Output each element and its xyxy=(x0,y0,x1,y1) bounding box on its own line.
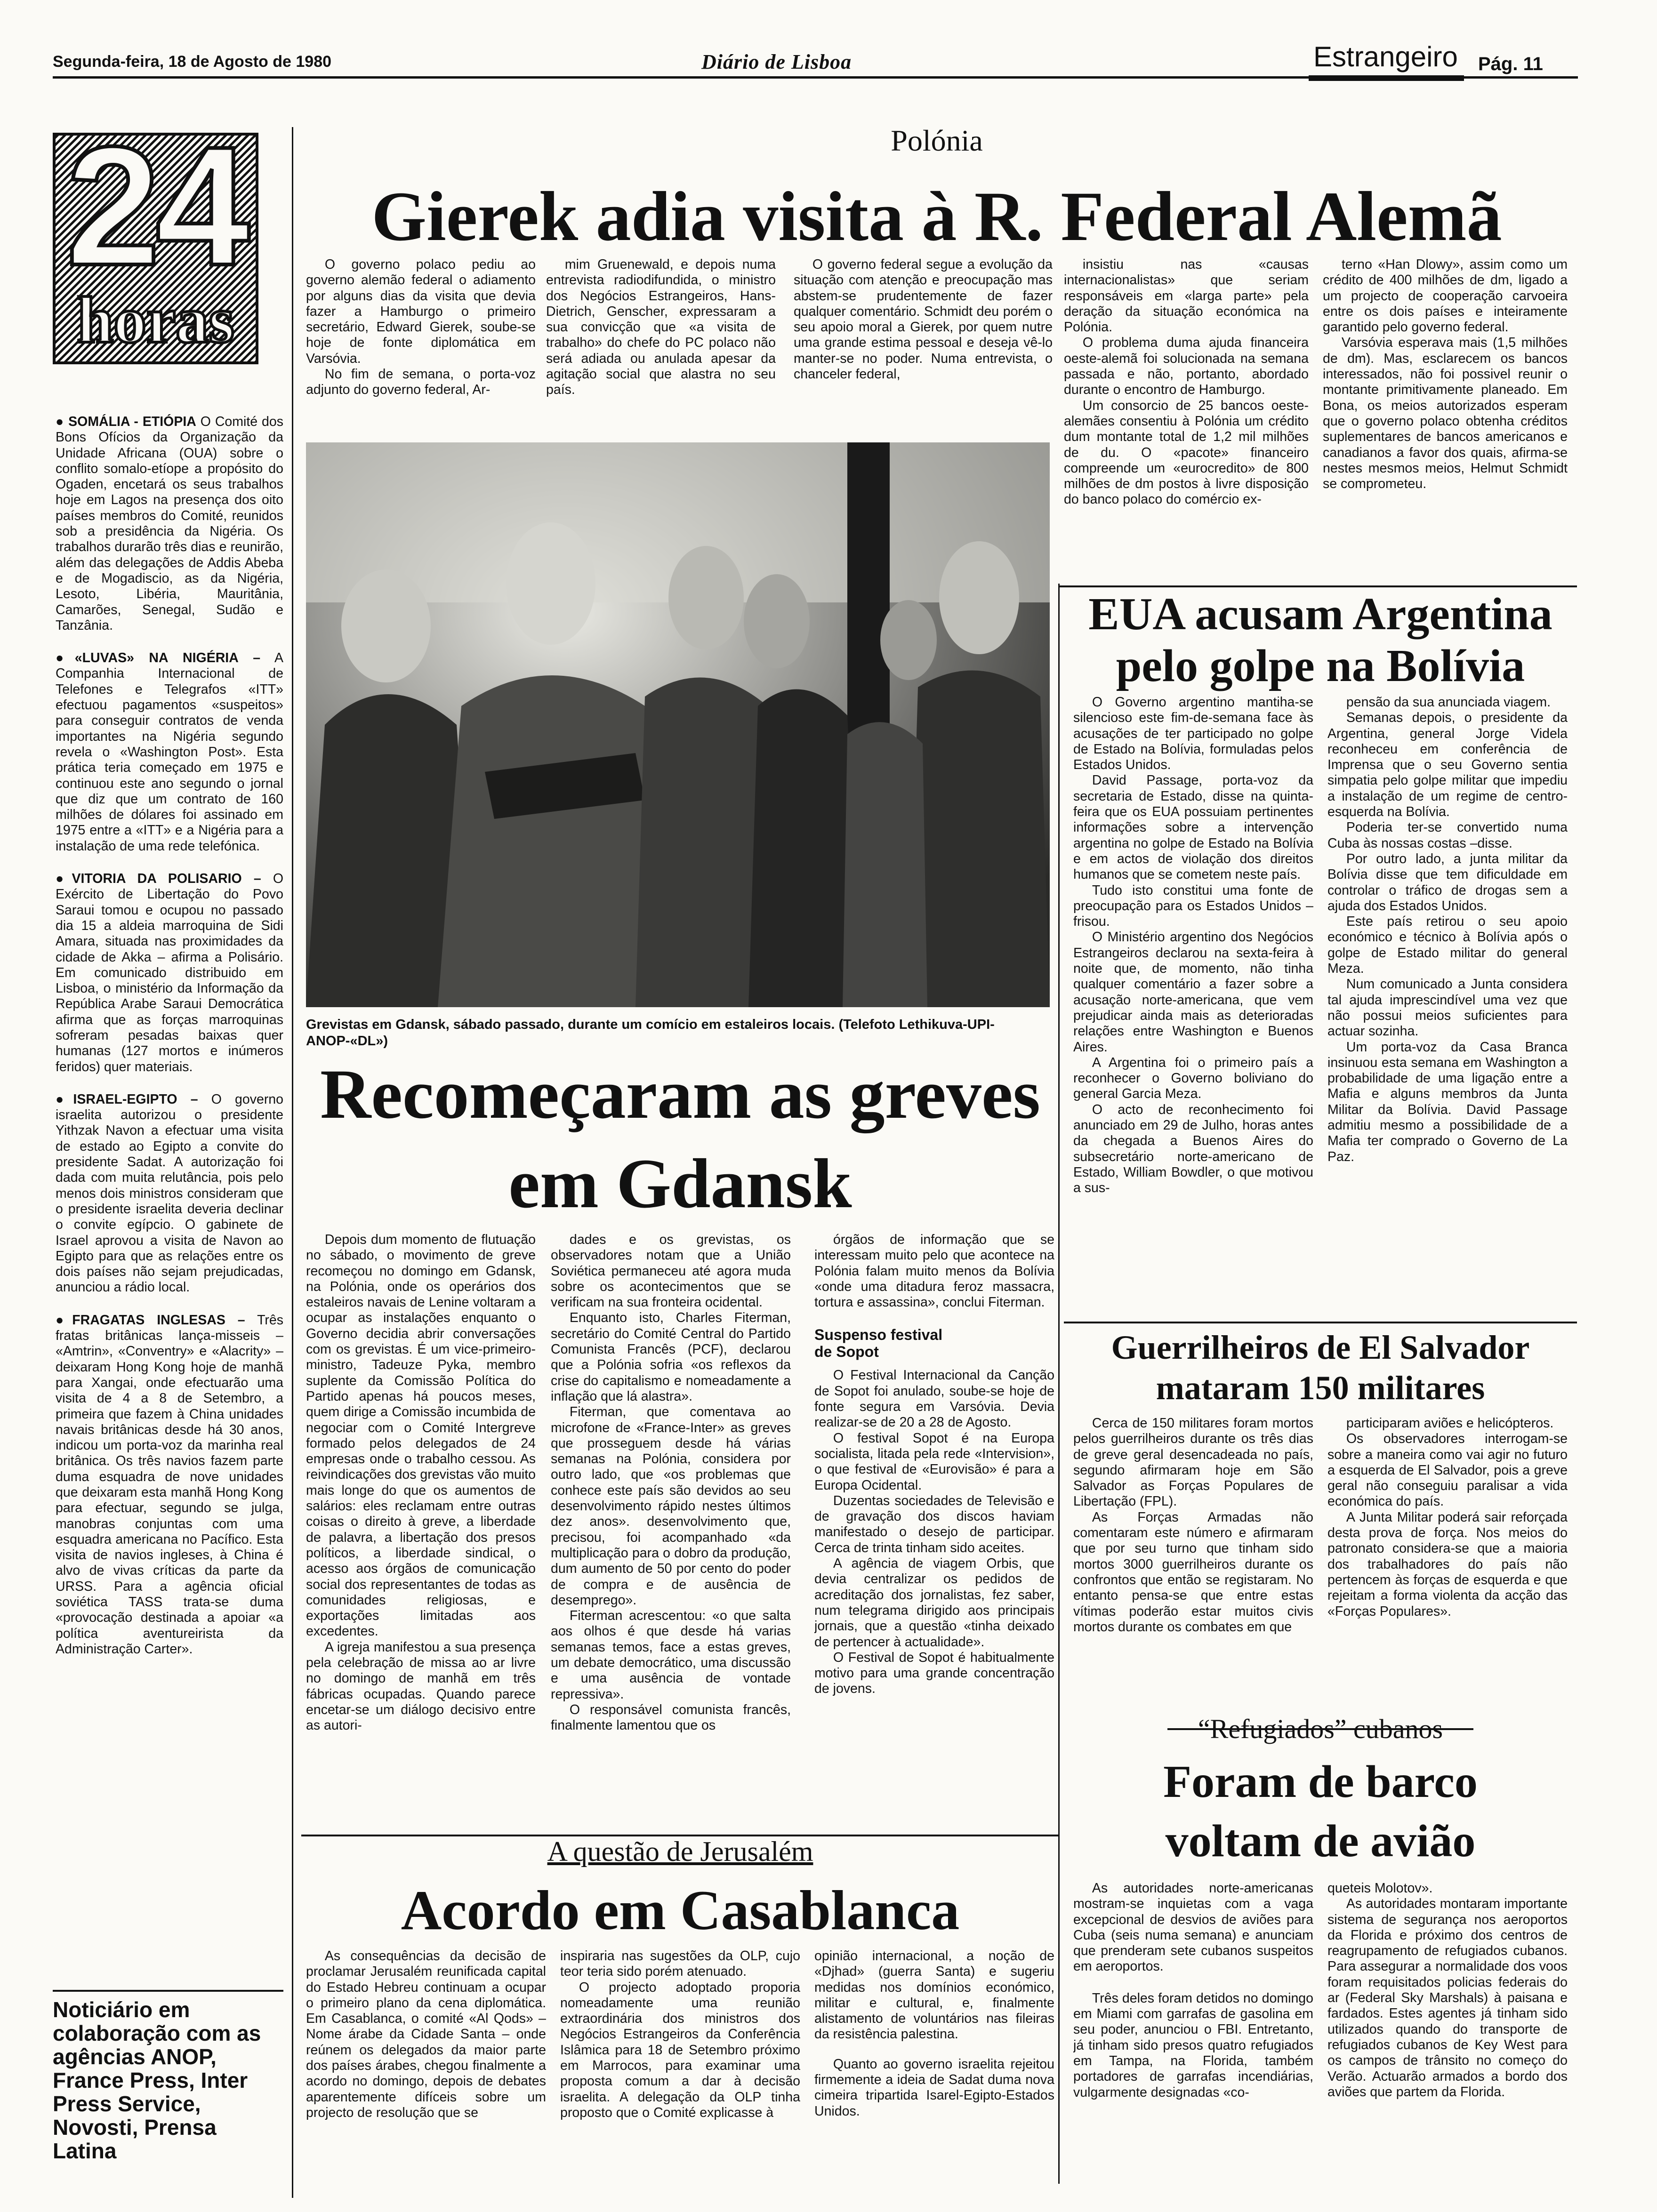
gierek-col-1: O governo polaco pediu ao governo alemão federal o adiamento por alguns dias da visita que devia fazer a Hamburgo o primeiro secretário, Edward Gierek, soube-se hoje de fonte diplomática em Varsóvia. No fim de semana, o porta-voz adjunto do governo federal, Ar- xyxy=(306,257,536,398)
casablanca-col-1: As consequências da decisão de proclamar Jerusalém reunificada capital do Estado Hebreu continuam a ocupar o primeiro plano da cena diplomática. Em Casablanca, o comité «Al Qods» – Nome árabe da Cidade Santa – onde reúnem os delegados da maior parte dos países árabes, chegou finalmente a acordo no domingo, depois de debates aparentemente difíceis sobre um projecto de resolução que se xyxy=(306,1948,546,2120)
sidebar-credit-rule xyxy=(53,1990,283,1992)
gierek-col-2: mim Gruenewald, e depois numa entrevista radiodifundida, o ministro dos Negócios Estrangeiros, Hans-Dietrich, Genscher, expressaram a sua convicção que «a visita de trabalho» do chefe do PC polaco não será adiada ou anulada apesar da agitação social que alastra no seu país. xyxy=(546,257,776,398)
gdansk-col-1: Depois dum momento de flutuação no sábado, o movimento de greve recomeçou no domingo em Gdansk, na Polónia, onde os operários dos estaleiros navais de Lenine voltaram a ocupar as instalações enquanto o Governo decidia abrir conversações com os grevistas. É um vice-primeiro-ministro, Tadeuze Pyka, membro suplente da Comissão Política do Partido apenas há poucos meses, quem dirige a Comissão incumbida de negociar com o Comité Intergreve formado pelos delegados de 24 empresas onde o trabalho cessou. As reivindicações dos grevistas vão muito mais longe do que os aumentos de salários: eles reclamam entre outras coisas o direito à greve, a liberdade de palavra, a libertação dos presos políticos, a liberdade sindical, o acesso aos órgãos de comunicação social dos representantes de todas as comunidades religiosas, e exportações limitadas aos excedentes. A igreja manifestou a sua presença pela celebração de missa ao ar livre no domingo de manhã em três fábricas ocupadas. Quando parece encetar-se um diálogo decisivo entre as autori- xyxy=(306,1232,536,1733)
gierek-col-3: O governo federal segue a evolução da situação com atenção e preocupação mas abstem-se prudentemente de fazer qualquer comentário. Schmidt deu porém o seu apoio moral a Gierek, por quem nutre uma grande estima pessoal e deseja vê-lo manter-se no poder. Numa entrevista, o chanceler federal, xyxy=(794,257,1053,382)
logo-24-horas xyxy=(53,133,258,364)
issue-date: Segunda-feira, 18 de Agosto de 1980 xyxy=(53,53,332,71)
brief-polisario: ●VITORIA DA POLISARIO – O Exército de Libertação do Povo Saraui tomou e ocupou no passado dia 15 a aldeia marroquina de Sidi Amara, situada nas proximidades da cidade de Akka – afirma a Polisário. Em comunicado distribuido em Lisboa, o ministério da Informação da República Arabe Saraui Democrática afirma que as forças marroquinas sofreram pesadas baixas quer humanas (127 mortos e inúmeros feridos) quer materiais. xyxy=(56,871,283,1074)
masthead: Diário de Lisboa xyxy=(701,50,852,73)
eua-col-2: pensão da sua anunciada viagem. Semanas depois, o presidente da Argentina, general Jorge Videla reconheceu em conferência de Imprensa que o seu Governo sentia simpatia pelo golpe militar que impediu a instalação de um regime de centro-esquerda na Bolívia. Poderia ter-se convertido numa Cuba às nossas costas –disse. Por outro lado, a junta militar da Bolívia disse que tem dificuldade em controlar o tráfico de drogas sem a ajuda dos Estados Unidos. Este país retirou o seu apoio económico e técnico à Bolívia após o golpe de Estado militar do general Meza. Num comunicado a Junta considera tal ajuda imprescindível uma vez que não possui meios suficientes para actuar sozinha. Um porta-voz da Casa Branca insinuou esta semana em Washington a probabilidade de uma ligação entre a Mafia e alguns membros da Junta Militar da Bolívia. David Passage admitiu mesmo a possibilidade de a Mafia ter comprado o Governo de La Paz. xyxy=(1327,695,1568,1164)
salvador-col-2: participaram aviões e helicópteros. Os observadores interrogam-se sobre a maneira como vai agir no futuro a esquerda de El Salvador, pois a greve geral não conseguiu paralisar a vida económica do país. A Junta Militar poderá sair reforçada desta prova de força. Nos meios do patronato considera-se que a maioria dos trabalhadores do país não pertencem às forças de esquerda e que rejeitam a forma violenta da acção das «Forças Populares». xyxy=(1327,1416,1568,1619)
page-number: Pág. 11 xyxy=(1478,54,1543,74)
brief-israel-egipto: ●ISRAEL-EGIPTO – O governo israelita autorizou o presidente Yithzak Navon a efectuar uma visita de estado ao Egipto a convite do presidente Sadat. A autorização foi dada com muita relutância, pois pelo menos dois ministros consideram que o presidente israelita deveria declinar o convite egípcio. O gabinete de Israel aprovou a visita de Navon ao Egipto para que as relações entre os dois países não sejam prejudicadas, anunciou a rádio local. xyxy=(56,1091,283,1295)
eua-bottom-rule xyxy=(1064,1322,1577,1323)
gierek-headline: Gierek adia visita à R. Federal Alemã xyxy=(371,177,1502,256)
eua-headline-1: EUA acusam Argentina xyxy=(1088,589,1552,640)
gierek-col-5: terno «Han Dlowy», assim como um crédito de 400 milhões de dm, ligado a um projecto de cooperação carvoeira entre os dois países e inteiramente garantido pelo governo federal. Varsóvia esperava mais (1,5 milhões de dm). Mas, esclarecem os bancos interessados, não foi possivel reunir o montante primitivamente planeado. Em Bona, os meios autorizados esperam que o governo polaco obtenha créditos suplementares de bancos americanos e canadianos a favor dos quais, afirma-se nestes mesmos meios, Helmut Schmidt se comprometeu. xyxy=(1323,257,1568,492)
gdansk-headline-1: Recomeçaram as greves xyxy=(320,1055,1040,1133)
photo-caption: Grevistas em Gdansk, sábado passado, durante um comício em estaleiros locais. (Telefoto Lethikuva-UPI-ANOP-«DL») xyxy=(306,1017,995,1049)
casablanca-kicker: A questão de Jerusalém xyxy=(547,1836,813,1867)
brief-nigeria: ●«LUVAS» NA NIGÉRIA – A Companhia Internacional de Telefones e Telegrafos «ITT» efectuou pagamentos «suspeitos» para conseguir contratos de venda importantes na Nigéria segundo revela o «Washington Post». Esta prática teria começado em 1975 e continuou este ano segundo o jornal que diz que um contrato de 160 milhões de dólares foi assinado em 1975 entre a «ITT» e a Nigéria para a instalação de uma rede telefónica. xyxy=(56,650,283,854)
brief-somalia: ● SOMÁLIA - ETIÓPIA O Comité dos Bons Ofícios da Organização da Unidade Africana (OUA) sobre o conflito somalo-etíope a propósito do Ogaden, encetará os seus trabalhos hoje em Lagos na presença dos oito países membros do Comité, reunidos sob a presidência da Nigéria. Os trabalhos durarão três dias e reunirão, além das delegações de Addis Abeba e de Mogadiscio, as da Nigéria, Lesoto, Libéria, Mauritânia, Camarões, Senegal, Sudão e Tanzânia. xyxy=(56,414,283,633)
gdansk-col-2: dades e os grevistas, os observadores notam que a União Soviética permaneceu até agora muda sobre os acontecimentos que se verificam na sua fronteira ocidental. Enquanto isto, Charles Fiterman, secretário do Comité Central do Partido Comunista Francês (PCF), declarou que a Polónia sofria «os reflexos da crise do capitalismo e nomeadamente a inflação que lá alastra». Fiterman, que comentava ao microfone de «France-Inter» as greves que prosseguem desde há várias semanas na Polónia, considera por outro lado, que «os problemas que conhece este país são devidos ao seu desenvolvimento rápido nestes últimos dez anos». desenvolvimento que, precisou, foi acompanhado «da multiplicação para o dobro da produção, dum aumento de 50 por cento do poder de compra e de ausência de desemprego». Fiterman acrescentou: «o que salta aos olhos é que desde há varias semanas temos, face a estas greves, um debate democrático, uma discussão e uma ausência de vontade repressiva». O responsável comunista francês, finalmente lamentou que os xyxy=(551,1232,791,1733)
cubanos-headline-1: Foram de barco xyxy=(1163,1756,1478,1807)
salvador-headline-2: mataram 150 militares xyxy=(1156,1369,1485,1407)
casablanca-col-2: inspiraria nas sugestões da OLP, cujo teor teria sido porém atenuado. O projecto adoptado proporia nomeadamente uma reunião extraordinária dos ministros dos Negócios Estrangeiros da Conferência Islâmica para 18 de Setembro próximo em Marrocos, para examinar uma proposta comum a dar à decisão israelita. A delegação da OLP tinha proposto que o Comité explicasse à xyxy=(560,1948,800,2120)
section-name: Estrangeiro xyxy=(1313,41,1458,72)
cubanos-col-1: As autoridades norte-americanas mostram-se inquietas com a vaga excepcional de desvios de aviões para Cuba (seis numa semana) e anunciam que prenderam sete cubanos suspeitos em aeroportos. Três deles foram detidos no domingo em Miami com garrafas de gasolina em seu poder, anunciou o FBI. Entretanto, já tinham sido presos quatro refugiados em Tampa, na Florida, também portadores de garrafas incendiárias, vulgarmente designadas «co- xyxy=(1073,1881,1313,2100)
right-vertical-rule xyxy=(1058,584,1060,2184)
gierek-bottom-rule xyxy=(1059,585,1577,587)
logo-word: horas xyxy=(77,284,234,357)
agency-credit: Noticiário em colaboração com as agências ANOP, France Press, Inter Press Service, Novosti, Prensa Latina xyxy=(53,1997,261,2163)
header-section-bar xyxy=(1309,75,1464,81)
gdansk-headline-2: em Gdansk xyxy=(508,1145,852,1223)
gierek-col-4: insistiu nas «causas internacionalistas» que seriam responsáveis em «larga parte» pela deração da situação económica na Polónia. O problema duma ajuda financeira oeste-alemã foi solucionada na semana passada e não, portanto, abordado durante o encontro de Hamburgo. Um consorcio de 25 bancos oeste-alemães consentiu à Polónia um crédito dum montante total de 1,2 mil milhões de du. O «pacote» financeiro compreende um «eurocredito» de 800 milhões de dm postos à livre disposição do banco polaco do comércio ex- xyxy=(1064,257,1309,507)
gdansk-col-3: órgãos de informação que se interessam muito pelo que acontece na Polónia falam muito menos da Bolívia «onde uma ditadura feroz massacra, tortura e assassina», conclui Fiterman. Suspenso festival de Sopot O Festival Internacional da Canção de Sopot foi anulado, soube-se hoje de fonte segura em Varsóvia. Devia realizar-se de 20 a 28 de Agosto. O festival Sopot é na Europa socialista, litada pela rede «Intervision», o que festival de «Eurovisão» é para a Europa Ocidental. Duzentas sociedades de Televisão e de gravação dos discos haviam manifestado o desejo de participar. Cerca de trinta tinham sido aceites. A agência de viagem Orbis, que devia centralizar os pedidos de acreditação dos jornalistas, fez saber, num telegrama dirigido aos principais jornais, que a questão «tinha deixado de pertencer à actualidade». O Festival de Sopot é habitualmente motivo para uma grande concentração de jovens. xyxy=(814,1232,1054,1697)
eua-headline-2: pelo golpe na Bolívia xyxy=(1116,641,1525,691)
brief-fragatas: ●FRAGATAS INGLESAS – Três fratas britânicas lança-misseis – «Amtrin», «Conventry» e «Alacrity» – deixaram Hong Kong hoje de manhã para Xangai, onde efectuarão uma visita de 4 a 8 de Setembro, a primeira que fazem à China unidades navais britânicas desde há 30 anos, indicou um porta-voz da marinha real britânica. Os três navios fazem parte duma esquadra de nove unidades que deixaram esta manhã Hong Kong para efectuar, segundo se julga, manobras conjuntas com uma esquadra americana no Pacífico. Esta visita de navios ingleses, à China é alvo de vivas críticas da parte da URSS. Para a agência oficial soviética TASS trata-se duma «provocação destinada a apoiar «a política aventureirista da Administração Carter». xyxy=(56,1312,283,1657)
sidebar-briefs xyxy=(56,414,283,1967)
eua-col-1: O Governo argentino mantiha-se silencioso este fim-de-semana face às acusações de ter participado no golpe de Estado na Bolívia, formuladas pelos Estados Unidos. David Passage, porta-voz da secretaria de Estado, disse na quinta-feira que os EUA possuiam pertinentes informações sobre a intervenção argentina no golpe de Estado na Bolívia e em actos de violação dos direitos humanos que se cometem neste país. Tudo isto constitui uma fonte de preocupação para os Estados Unidos – frisou. O Ministério argentino dos Negócios Estrangeiros declarou na sexta-feira à noite que, de momento, não tinha qualquer comentário a fazer sobre a acusação norte-americana, que vem prejudicar ainda mais as deterioradas relações entre Washington e Buenos Aires. A Argentina foi o primeiro país a reconhecer o Governo boliviano do general Garcia Meza. O acto de reconhecimento foi anunciado em 29 de Julho, horas antes da chegada a Buenos Aires do subsecretário norte-americano de Estado, William Bowdler, o que motivou a sus- xyxy=(1073,695,1313,1196)
salvador-headline-1: Guerrilheiros de El Salvador xyxy=(1111,1329,1530,1366)
strikers-photo-image xyxy=(306,442,1050,1007)
salvador-col-1: Cerca de 150 militares foram mortos pelos guerrilheiros durante os três dias de greve geral desencadeada no país, segundo afirmaram hoje em São Salvador as Forças Populares de Libertação (FPL). As Forças Armadas não comentaram este número e afirmaram que por seu turno que tinham sido mortos 3000 guerrilheiros durante os confrontos que então se registaram. No entanto pensa-se que entre estas vítimas poderão estar muitos civis mortos durante os combates em que xyxy=(1073,1416,1313,1635)
cubanos-headline-2: voltam de avião xyxy=(1165,1816,1476,1867)
logo-number: 24 xyxy=(66,133,245,301)
cubanos-kicker: “Refugiados” cubanos xyxy=(1198,1714,1443,1744)
cubanos-col-2: queteis Molotov». As autoridades montaram importante sistema de segurança nos aeroportos da Florida e próximo dos centros de reagrupamento de refugiados cubanos. Para assegurar a normalidade dos voos foram requisitados policias federais do ar (Federal Sky Marshals) à paisana e fardados. Estes agentes já tinham sido utilizados quando do transporte de refugiados cubanos de Key West para os campos de trânsito no começo do Verão. Actuarão armados a bordo dos aviões que partem da Florida. xyxy=(1327,1881,1568,2100)
strikers-photo xyxy=(306,442,1050,1007)
sidebar-vertical-rule xyxy=(292,127,293,2198)
sopot-subhead: Suspenso festival de Sopot xyxy=(814,1326,943,1361)
casablanca-headline: Acordo em Casablanca xyxy=(401,1879,960,1941)
casablanca-col-3: opinião internacional, a noção de «Djhad» (guerra Santa) e sugeriu medidas nos domínios económico, militar e cultural, e, finalmente alistamento de voluntários nas fileiras da resistência palestina. Quanto ao governo israelita rejeitou firmemente a ideia de Sadat duma nova cimeira tripartida Isarel-Egipto-Estados Unidos. xyxy=(814,1948,1054,2119)
gierek-kicker: Polónia xyxy=(891,124,983,157)
